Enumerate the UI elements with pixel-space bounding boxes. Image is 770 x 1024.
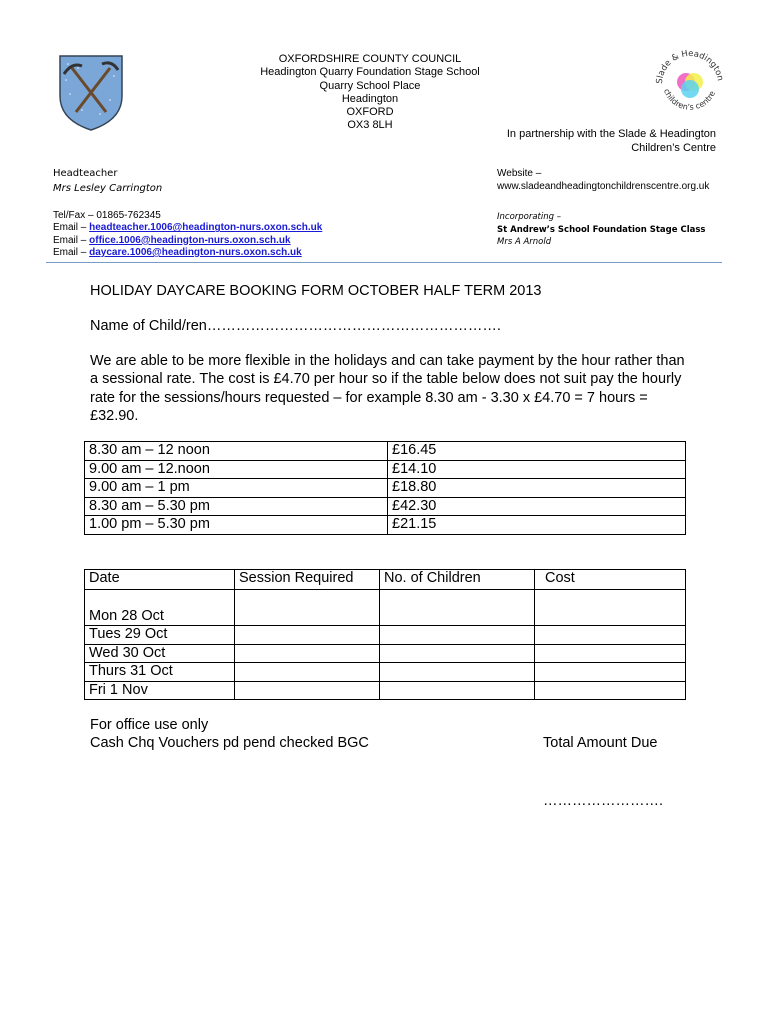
children-cell[interactable]	[380, 644, 535, 663]
header-divider	[46, 262, 722, 263]
email-prefix: Email –	[53, 222, 90, 234]
cost-cell[interactable]	[535, 590, 686, 626]
children-cell[interactable]	[380, 681, 535, 700]
booking-date: Thurs 31 Oct	[85, 663, 235, 682]
pricing-paragraph: We are able to be more flexible in the holidays and can take payment by the hour rather than a sessional rate. The cost is £4.70 per hour so if the table below does not suit pay the hourly rate for the sessions/hours requested – for example 8.30 am - 3.30 x £4.70 = 7 hours = £32.90.	[90, 353, 685, 424]
table-row	[85, 516, 686, 535]
session-cell[interactable]	[235, 590, 380, 626]
partnership-text	[470, 127, 716, 155]
incorporating-label: Incorporating –	[497, 212, 561, 222]
rate-session: 8.30 am – 12 noon	[85, 442, 388, 461]
rate-price: £21.15	[388, 516, 686, 535]
address-line: Headington Quarry Foundation Stage School	[260, 66, 480, 79]
website-block	[497, 167, 709, 193]
session-cell[interactable]	[235, 663, 380, 682]
children-cell[interactable]	[380, 590, 535, 626]
telfax: Tel/Fax – 01865-762345	[53, 210, 161, 221]
session-cell[interactable]	[235, 681, 380, 700]
website-url: www.sladeandheadingtonchildrenscentre.org.uk	[497, 181, 710, 192]
booking-date: Tues 29 Oct	[85, 626, 235, 645]
table-row	[85, 644, 686, 663]
rate-price: £16.45	[388, 442, 686, 461]
booking-date: Fri 1 Nov	[85, 681, 235, 700]
form-title: HOLIDAY DAYCARE BOOKING FORM OCTOBER HALF TERM 2013	[90, 283, 542, 299]
table-row	[85, 663, 686, 682]
table-row	[85, 590, 686, 626]
svg-text:children’s centre: children’s centre	[662, 87, 718, 112]
child-name-field[interactable]: Name of Child/ren…………………………………………………….	[90, 318, 501, 334]
email-link-office[interactable]: office.1006@headington-nurs.oxon.sch.uk	[89, 234, 291, 246]
rate-price: £42.30	[388, 497, 686, 516]
headteacher-name: Mrs Lesley Carrington	[53, 183, 163, 194]
table-row	[85, 479, 686, 498]
headteacher-label: Headteacher	[53, 168, 118, 179]
address-line: Headington	[341, 92, 399, 105]
partnership-line: In partnership with the Slade & Headington	[506, 128, 716, 140]
email-line	[53, 235, 322, 247]
address-line: Quarry School Place	[319, 79, 421, 92]
childrens-centre-logo-icon	[650, 44, 730, 124]
header-cost: Cost	[535, 570, 686, 590]
rate-session: 9.00 am – 12.noon	[85, 460, 388, 479]
email-prefix: Email –	[53, 234, 90, 246]
cost-cell[interactable]	[535, 626, 686, 645]
contact-block	[53, 210, 322, 259]
address-line: OXFORDSHIRE COUNTY COUNCIL	[278, 53, 462, 65]
table-header-row	[85, 570, 686, 590]
header-children: No. of Children	[380, 570, 535, 590]
rates-table	[84, 441, 686, 535]
email-prefix: Email –	[53, 246, 90, 258]
total-amount-label: Total Amount Due	[543, 735, 658, 751]
table-row	[85, 681, 686, 700]
email-line	[53, 247, 322, 259]
council-crest-icon	[58, 54, 124, 132]
table-row	[85, 442, 686, 461]
website-label: Website –	[497, 168, 542, 179]
address-line: OX3 8LH	[347, 119, 393, 132]
email-link-headteacher[interactable]: headteacher.1006@headington-nurs.oxon.sch.uk	[89, 222, 323, 234]
rate-session: 9.00 am – 1 pm	[85, 479, 388, 498]
booking-date: Wed 30 Oct	[85, 644, 235, 663]
session-cell[interactable]	[235, 626, 380, 645]
email-link-daycare[interactable]: daycare.1006@headington-nurs.oxon.sch.uk	[89, 246, 302, 258]
rate-price: £14.10	[388, 460, 686, 479]
table-row	[85, 460, 686, 479]
session-cell[interactable]	[235, 644, 380, 663]
email-line	[53, 222, 322, 234]
table-row	[85, 626, 686, 645]
cost-cell[interactable]	[535, 663, 686, 682]
total-amount-field[interactable]: …………………….	[543, 793, 664, 809]
address-line: OXFORD	[346, 106, 394, 119]
office-use-label: For office use only	[90, 717, 209, 733]
incorporating-school: St Andrew’s School Foundation Stage Class	[497, 224, 706, 235]
booking-date: Mon 28 Oct	[85, 590, 235, 626]
table-row	[85, 497, 686, 516]
header-session: Session Required	[235, 570, 380, 590]
cost-cell[interactable]	[535, 681, 686, 700]
cost-cell[interactable]	[535, 644, 686, 663]
office-fields: Cash Chq Vouchers pd pend checked BGC	[90, 735, 369, 751]
rate-price: £18.80	[388, 479, 686, 498]
rate-session: 8.30 am – 5.30 pm	[85, 497, 388, 516]
school-address	[235, 53, 505, 133]
header-date: Date	[85, 570, 235, 590]
svg-text:Slade & Headington: Slade & Headington	[654, 48, 725, 85]
children-cell[interactable]	[380, 626, 535, 645]
rate-session: 1.00 pm – 5.30 pm	[85, 516, 388, 535]
children-cell[interactable]	[380, 663, 535, 682]
partnership-line: Children’s Centre	[631, 142, 716, 154]
incorporating-name: Mrs A Arnold	[497, 237, 552, 247]
incorporating-block	[497, 211, 705, 249]
booking-table	[84, 569, 686, 700]
